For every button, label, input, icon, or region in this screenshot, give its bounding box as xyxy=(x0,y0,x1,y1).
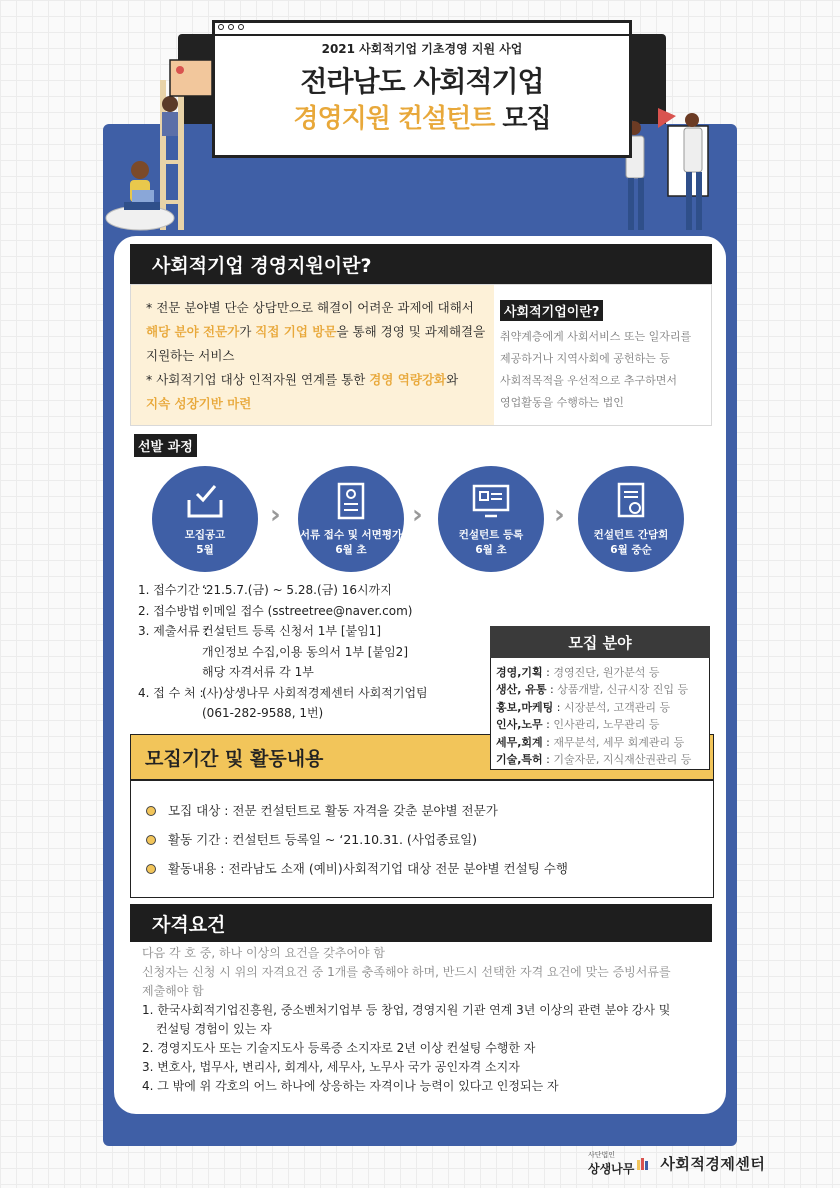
step-announcement xyxy=(152,466,258,572)
step-title: 컨설턴트 등록 xyxy=(458,529,524,541)
intro-highlight-growth: 지속 성장기반 마련 xyxy=(146,396,252,411)
bullet-icon xyxy=(146,864,156,874)
apply-value: 해당 자격서류 각 1부 xyxy=(202,665,314,679)
header-title-2 xyxy=(212,98,632,135)
intro-line-3: 지원하는 서비스 xyxy=(146,348,235,363)
period-item-text: 활동내용 : 전라남도 소재 (예비)사회적기업 대상 전문 분야별 컨설팅 수행 xyxy=(168,861,568,876)
intro-line-2 xyxy=(146,320,496,344)
social-enterprise-definition xyxy=(500,326,710,414)
intro-description xyxy=(146,296,496,416)
definition-line: 제공하거나 지역사회에 공헌하는 등 xyxy=(500,352,670,365)
intro-highlight-visit: 직접 기업 방문 xyxy=(255,324,337,339)
recruitment-fields-title: 모집 분야 xyxy=(490,626,710,658)
social-enterprise-title: 사회적기업이란? xyxy=(500,300,603,321)
period-item xyxy=(146,796,568,825)
logo-brand: 상생나무 xyxy=(588,1162,635,1176)
logo-small-text: 사단법인 xyxy=(588,1151,616,1159)
apply-value: 이메일 접수 (sstreetree@naver.com) xyxy=(202,603,413,618)
header-title-rest: 모집 xyxy=(502,104,551,134)
apply-key: 2. 접수방법 : xyxy=(138,603,208,618)
field-key: 경영,기획 xyxy=(496,666,543,679)
apply-value: (사)상생나무 사회적경제센터 사회적기업팀 xyxy=(202,685,428,700)
field-key: 생산, 유통 xyxy=(496,683,547,697)
qualification-note: 제출해야 함 xyxy=(142,984,204,998)
apply-key: 1. 접수기간 : xyxy=(138,583,208,597)
intro-highlight-expert: 해당 분야 전문가 xyxy=(146,324,240,339)
certificate-icon xyxy=(611,482,651,520)
period-item xyxy=(146,854,568,883)
logo-leaf-icon xyxy=(636,1157,650,1171)
bullet-icon xyxy=(146,806,156,816)
intro-line-4 xyxy=(146,368,496,392)
period-item-text: 모집 대상 : 전문 컨설턴트로 활동 자격을 갖춘 분야별 전문가 xyxy=(168,803,498,818)
monitor-profile-icon xyxy=(471,482,511,520)
chevron-right-icon: › xyxy=(270,500,281,530)
field-value: 상품개발, 신규시장 진입 등 xyxy=(557,683,689,697)
apply-value: 컨설턴트 등록 신청서 1부 [붙임1] xyxy=(202,624,381,638)
intro-highlight-capacity: 경영 역량강화 xyxy=(369,372,447,387)
header-title-highlight: 경영지원 컨설턴트 xyxy=(293,104,495,134)
field-value: 재무분석, 세무 회계관리 등 xyxy=(553,735,685,749)
field-item: 홍보,마케팅 : 시장분석, 고객관리 등 xyxy=(496,700,671,714)
qualification-item: 4. 그 밖에 위 각호의 어느 하나에 상응하는 자격이나 능력이 있다고 인정되는 자 xyxy=(142,1079,559,1093)
field-key: 세무,회계 xyxy=(496,735,543,749)
period-heading: 모집기간 및 활동내용 xyxy=(130,734,714,780)
intro-line-4-post: 와 xyxy=(446,372,459,387)
period-list xyxy=(146,796,568,883)
intro-line-2-rest: 을 통해 경영 및 과제해결을 xyxy=(336,324,486,339)
qualification-item-cont: 컨설팅 경험이 있는 자 xyxy=(156,1022,272,1036)
window-controls xyxy=(214,22,248,34)
header-title: 전라남도 사회적기업 xyxy=(300,65,544,98)
step-consultant-meeting xyxy=(578,466,684,572)
definition-line: 영업활동을 수행하는 법인 xyxy=(500,396,624,409)
apply-key: 4. 접 수 처 : xyxy=(138,685,204,700)
step-date: 6월 초 xyxy=(335,544,367,556)
logo-mark xyxy=(588,1150,634,1177)
step-title: 서류 접수 및 서면평가 xyxy=(299,529,403,541)
field-item: 생산, 유통 : 상품개발, 신규시장 진입 등 xyxy=(496,683,689,697)
chevron-right-icon: › xyxy=(412,500,423,530)
intro-line-4-pre: * 사회적기업 대상 인적자원 연계를 통한 xyxy=(146,372,370,387)
qualification-item: 1. 한국사회적기업진흥원, 중소벤처기업부 등 창업, 경영지원 기관 연계 3년 이상의 관련 분야 강사 및 xyxy=(142,1003,671,1017)
apply-office xyxy=(138,683,428,704)
header-subtitle: 2021 사회적기업 기초경영 지원 사업 xyxy=(321,42,523,56)
step-title: 모집공고 xyxy=(184,529,226,541)
definition-line: 취약계층에게 사회서비스 또는 일자리를 xyxy=(500,330,692,343)
bullet-icon xyxy=(146,835,156,845)
period-item xyxy=(146,825,568,854)
step-date: 6월 초 xyxy=(475,544,507,556)
qualification-body xyxy=(142,944,702,1096)
intro-line-2-mid: 가 xyxy=(239,324,256,339)
apply-value: 개인정보 수집,이용 동의서 1부 [붙임2] xyxy=(202,644,408,659)
apply-key: 3. 제출서류 : xyxy=(138,624,208,638)
apply-value: ‘21.5.7.(금) ~ 5.28.(금) 16시까지 xyxy=(202,583,392,597)
field-key: 기술,특허 xyxy=(496,753,543,767)
selection-process-label: 선발 과정 xyxy=(134,434,197,457)
qualification-item: 3. 변호사, 법무사, 변리사, 회계사, 세무사, 노무사 국가 공인자격 소지자 xyxy=(142,1060,520,1074)
definition-line: 사회적목적을 우선적으로 추구하면서 xyxy=(500,374,678,387)
step-date: 5월 xyxy=(196,544,214,556)
field-item: 경영,기획 : 경영진단, 원가분석 등 xyxy=(496,666,660,679)
footer-logo xyxy=(588,1150,765,1177)
field-value: 경영진단, 원가분석 등 xyxy=(553,666,660,679)
apply-value: (061-282-9588, 1번) xyxy=(202,706,324,720)
qualification-item: 2. 경영지도사 또는 기술지도사 등록증 소지자로 2년 이상 컨설팅 수행한 자 xyxy=(142,1041,536,1055)
field-value: 시장분석, 고객관리 등 xyxy=(564,700,671,714)
field-key: 인사,노무 xyxy=(496,718,543,732)
field-item: 세무,회계 : 재무분석, 세무 회계관리 등 xyxy=(496,735,685,749)
field-value: 기술자문, 지식재산권관리 등 xyxy=(553,753,692,767)
field-item: 인사,노무 : 인사관리, 노무관리 등 xyxy=(496,718,660,732)
intro-heading: 사회적기업 경영지원이란? xyxy=(130,244,712,284)
step-date: 6월 중순 xyxy=(610,544,652,556)
inbox-check-icon xyxy=(185,482,225,520)
step-title: 컨설턴트 간담회 xyxy=(593,529,669,541)
application-info xyxy=(138,580,428,724)
chevron-right-icon: › xyxy=(554,500,565,530)
qualification-heading: 자격요건 xyxy=(130,904,712,942)
field-item: 기술,특허 : 기술자문, 지식재산권관리 등 xyxy=(496,753,692,767)
intro-line-5 xyxy=(146,392,496,416)
step-consultant-registration xyxy=(438,466,544,572)
step-document-review xyxy=(298,466,404,572)
intro-line-1: * 전문 분야별 단순 상담만으로 해결이 어려운 과제에 대해서 xyxy=(146,300,474,315)
field-key: 홍보,마케팅 xyxy=(496,700,554,714)
resume-document-icon xyxy=(331,482,371,520)
window-titlebar-divider xyxy=(215,34,629,36)
apply-documents xyxy=(138,621,428,642)
field-value: 인사관리, 노무관리 등 xyxy=(553,718,660,732)
apply-method xyxy=(138,601,428,622)
recruitment-fields-list xyxy=(496,664,691,768)
qualification-note: 신청자는 신청 시 위의 자격요건 중 1개를 충족해야 하며, 반드시 선택한 자격 요건에 맞는 증빙서류를 xyxy=(142,965,671,979)
qualification-note: 다음 각 호 중, 하나 이상의 요건을 갖추어야 함 xyxy=(142,946,385,960)
apply-period xyxy=(138,580,428,601)
period-item-text: 활동 기간 : 컨설턴트 등록일 ~ ‘21.10.31. (사업종료일) xyxy=(168,832,478,847)
logo-center-name: 사회적경제센터 xyxy=(660,1155,766,1173)
